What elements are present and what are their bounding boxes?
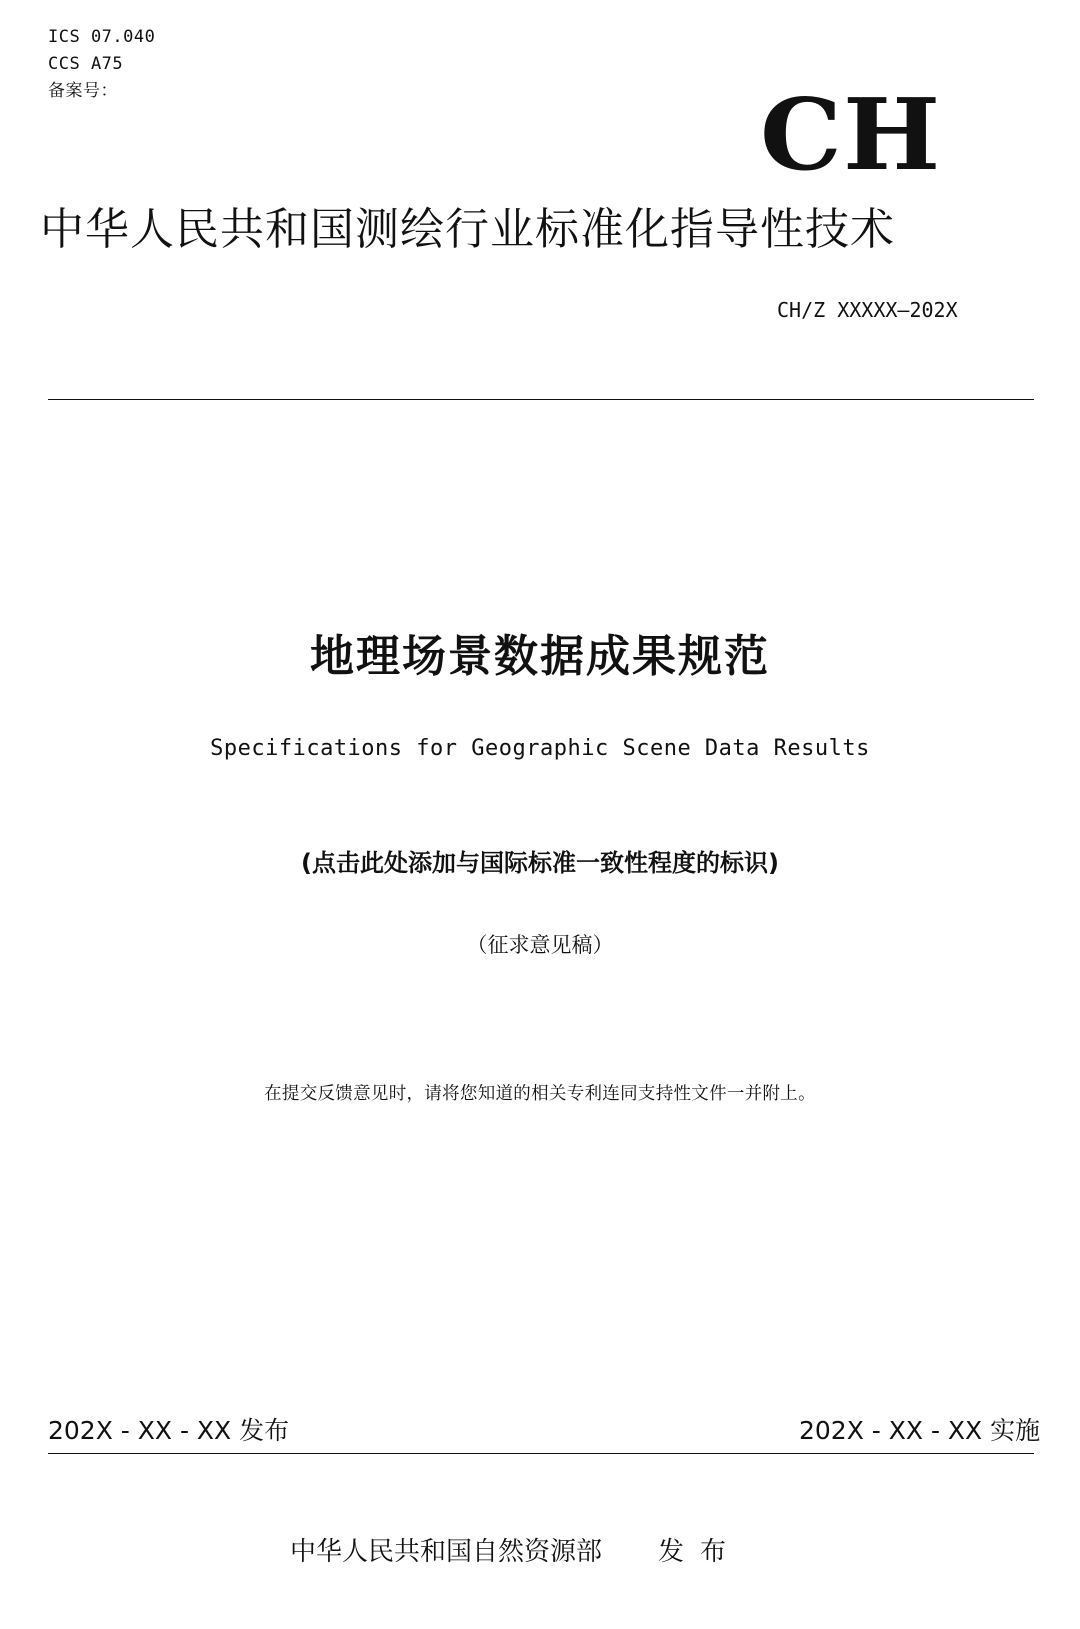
publisher-name: 中华人民共和国自然资源部 [290, 1537, 603, 1567]
implementation-date: 202X - XX - XX 实施 [799, 1416, 1041, 1445]
patent-note: 在提交反馈意见时，请将您知道的相关专利连同支持性文件一并附上。 [264, 1084, 816, 1104]
filing-number-label: 备案号： [48, 81, 118, 101]
ch-logo: CH [760, 78, 942, 193]
publisher-line [290, 1534, 742, 1570]
ccs-code: CCS A75 [48, 54, 124, 74]
consistency-note[interactable]: (点击此处添加与国际标准一致性程度的标识) [301, 849, 779, 877]
issue-date: 202X - XX - XX 发布 [48, 1416, 290, 1445]
bottom-divider [48, 1453, 1034, 1454]
document-title: 地理场景数据成果规范 [310, 631, 770, 682]
organization-title: 中华人民共和国测绘行业标准化指导性技术 [40, 204, 895, 255]
ics-code: ICS 07.040 [48, 27, 156, 47]
document-title-english: Specifications for Geographic Scene Data Results [210, 736, 870, 761]
publisher-action: 发布 [658, 1537, 743, 1567]
draft-status: （征求意见稿） [466, 933, 614, 957]
classification-codes [48, 24, 155, 105]
standard-number: CH/Z XXXXX—202X [777, 298, 958, 322]
top-divider [48, 399, 1034, 400]
